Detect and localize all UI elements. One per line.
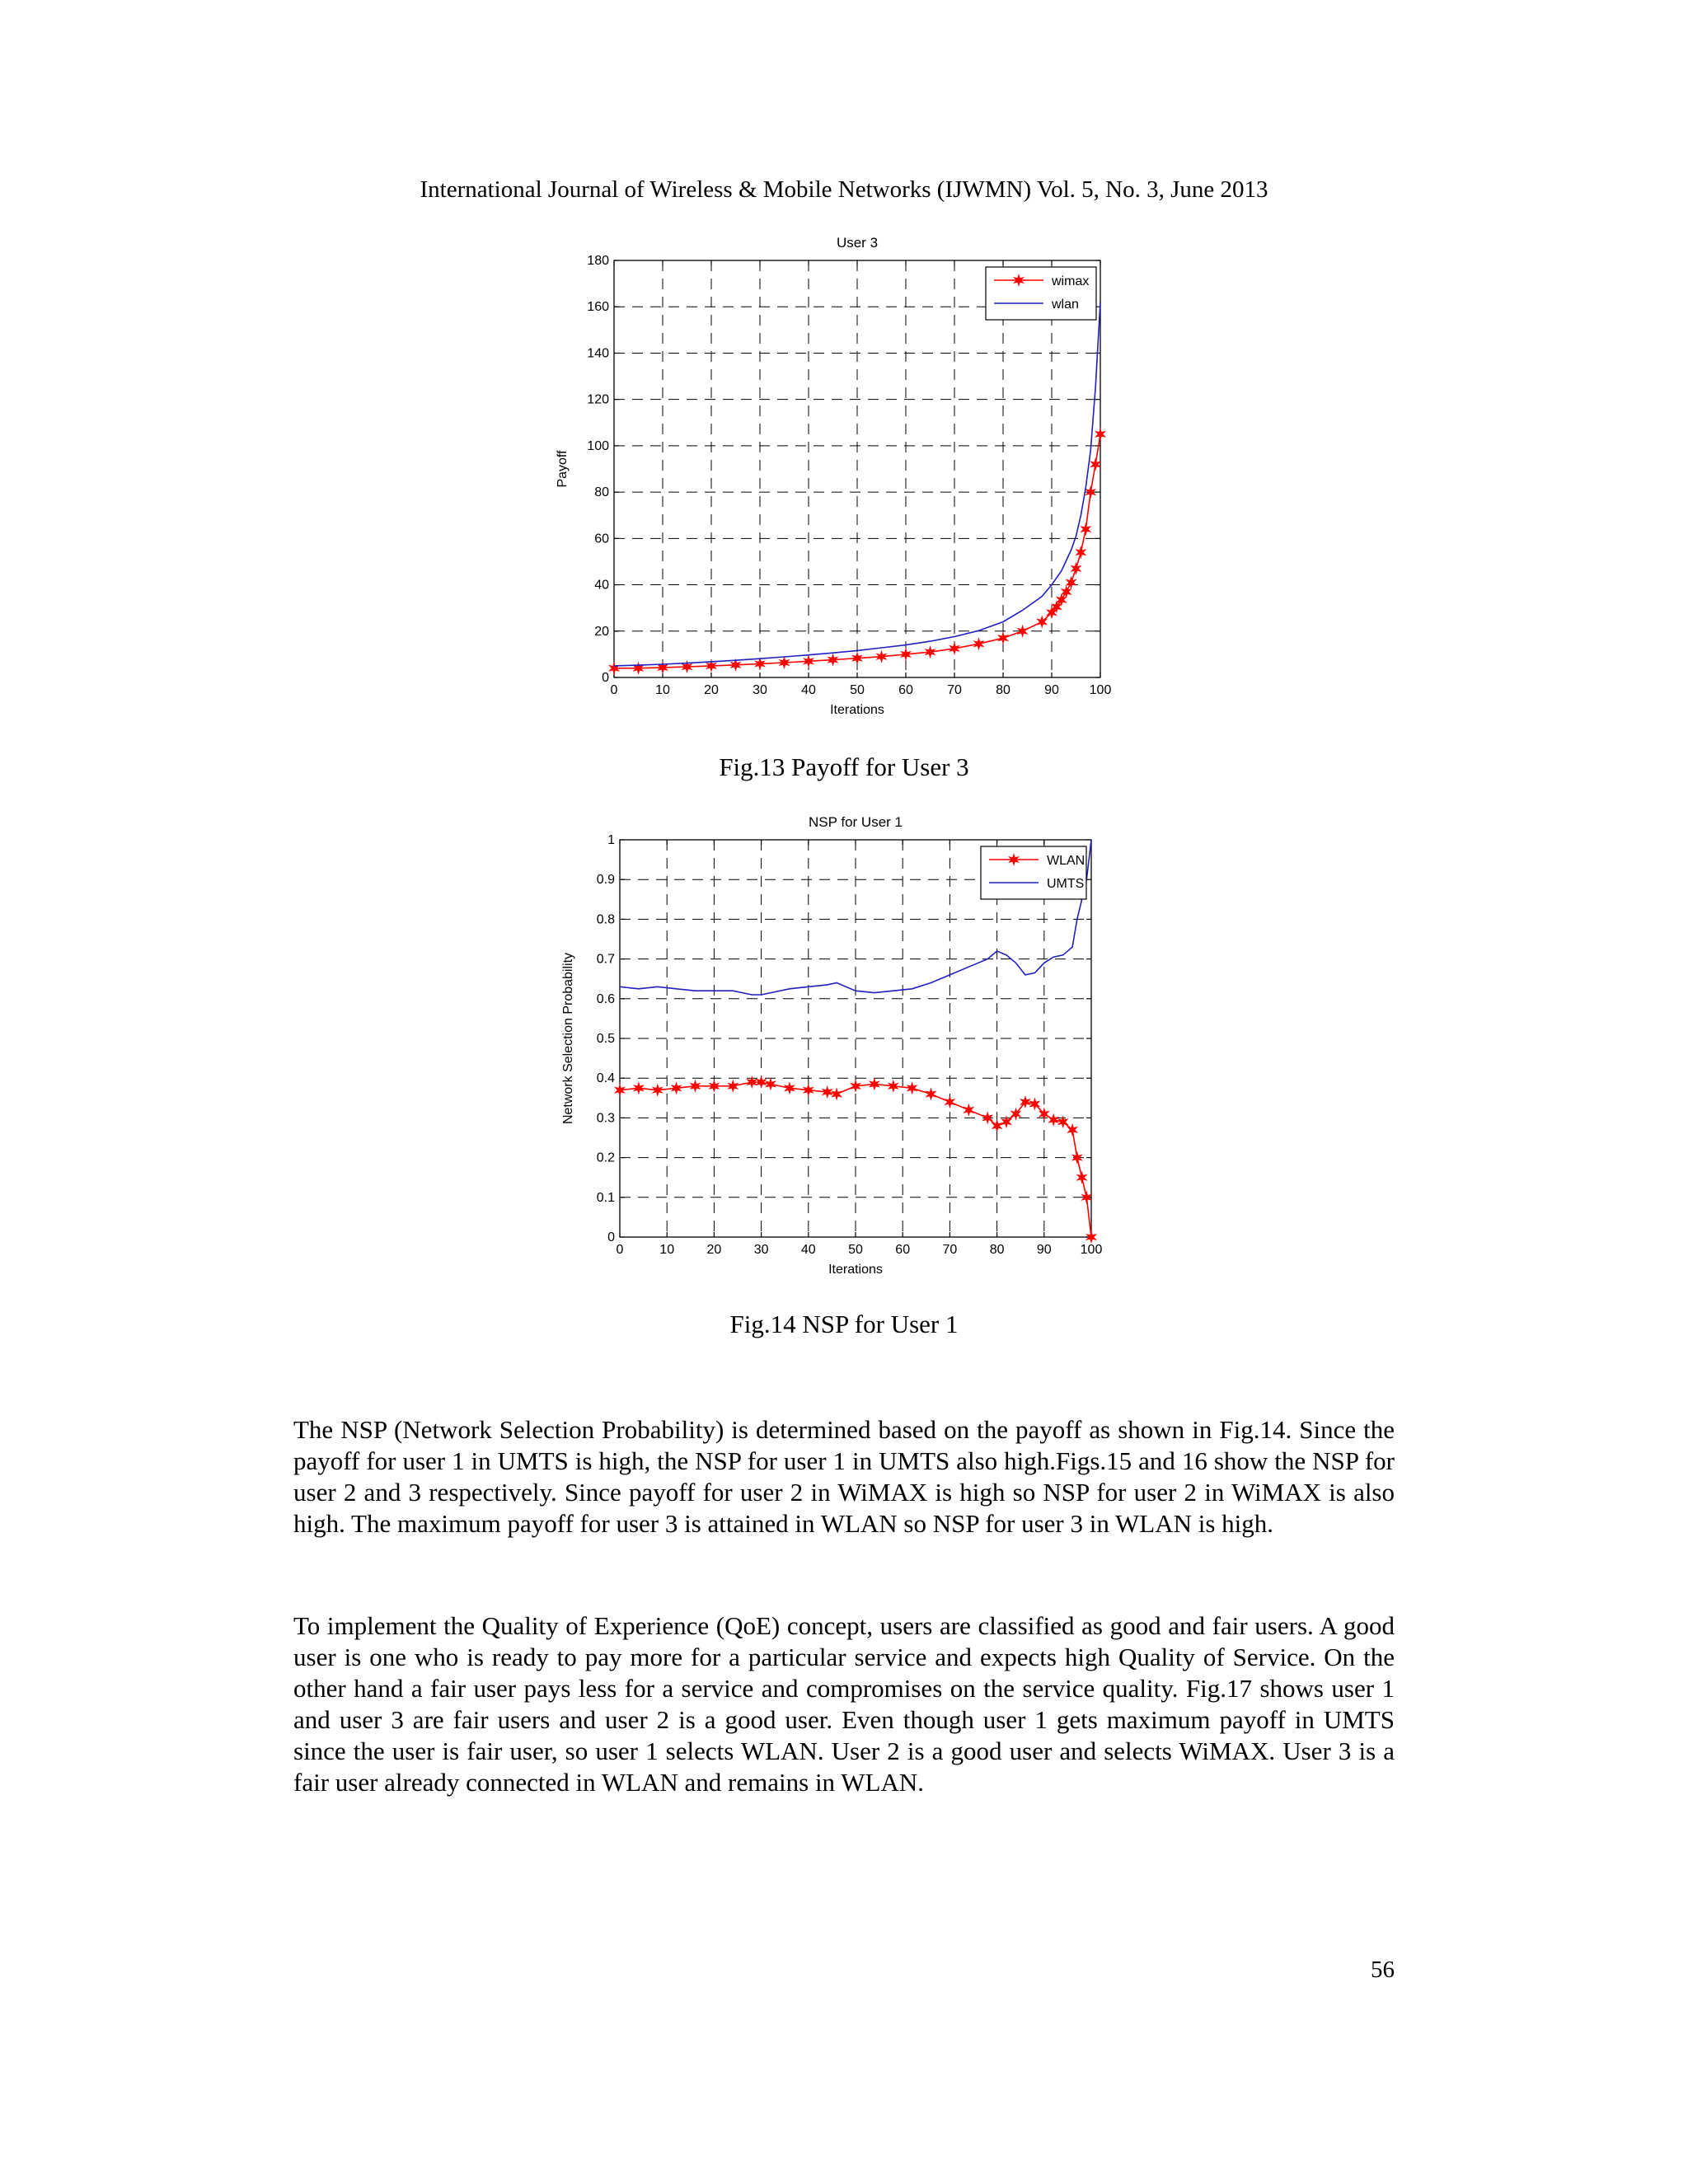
x-tick-label: 20: [704, 683, 719, 697]
y-tick-label: 40: [594, 578, 609, 593]
y-tick-label: 160: [587, 300, 609, 315]
x-axis-label: Iterations: [828, 1263, 883, 1277]
data-point: [1067, 1124, 1077, 1136]
y-tick-label: 0: [607, 1230, 615, 1244]
x-tick-label: 80: [996, 683, 1010, 697]
chart-title: User 3: [836, 235, 879, 251]
data-point: [1090, 458, 1100, 470]
y-tick-label: 0.5: [596, 1032, 615, 1046]
x-tick-label: 40: [801, 683, 816, 697]
data-point: [1071, 563, 1081, 574]
body-paragraph-1: The NSP (Network Selection Probability) is determined based on the payoff as shown in Fig.14. Since the payoff for user 1 in UMTS is high, the NSP for user 1 in UMTS also high.Figs.15 and 16 show the NSP for user 2 and 3 respectively. Since payoff for user 2 in WiMAX is high so NSP for user 2 in WiMAX is also high. The maximum payoff for user 3 is attained in WLAN so NSP for user 3 in WLAN is high.: [293, 1415, 1395, 1538]
figure-14-caption: Fig.14 NSP for User 1: [729, 1310, 959, 1338]
data-point: [1062, 586, 1071, 598]
chart-title: NSP for User 1: [808, 814, 903, 830]
data-point: [1095, 429, 1105, 440]
y-tick-label: 20: [594, 624, 609, 639]
legend-label-wlan: wlan: [1052, 298, 1079, 312]
legend: [981, 846, 1086, 899]
y-tick-label: 180: [587, 254, 609, 268]
y-tick-label: 120: [587, 392, 609, 407]
x-tick-label: 0: [610, 683, 618, 697]
y-tick-label: 0.4: [596, 1071, 615, 1086]
y-tick-label: 100: [587, 438, 609, 453]
x-tick-label: 50: [848, 1243, 863, 1257]
data-point: [1081, 523, 1090, 535]
x-tick-label: 90: [1036, 1243, 1052, 1257]
y-tick-label: 0.7: [596, 952, 615, 967]
y-tick-label: 80: [594, 485, 609, 500]
legend-label-wlan: WLAN: [1047, 854, 1085, 868]
data-point: [832, 1089, 842, 1100]
journal-header: International Journal of Wireless & Mobile Networks (IJWMN) Vol. 5, No. 3, June 2013: [420, 176, 1268, 203]
x-axis-label: Iterations: [830, 703, 884, 717]
x-tick-label: 0: [616, 1243, 624, 1257]
y-tick-label: 0.2: [596, 1151, 615, 1165]
x-tick-label: 90: [1044, 683, 1059, 697]
data-point: [973, 638, 983, 649]
y-tick-label: 0.9: [596, 873, 615, 888]
body-paragraph-2: To implement the Quality of Experience (QoE) concept, users are classified as good and fair users. A good user is one who is ready to pay more for a particular service and expects high Quality of Service. On the other hand a fair user pays less for a service and compromises on the service quality. Fig.17 shows user 1 and user 3 are fair users and user 2 is a good user. Even though user 1 gets maximum payoff in UMTS since the user is fair user, so user 1 selects WLAN. User 2 is a good user and selects WiMAX. User 3 is a fair user already connected in WLAN and remains in WLAN.: [293, 1611, 1395, 1797]
x-tick-label: 10: [655, 683, 670, 697]
y-tick-label: 0.6: [596, 991, 615, 1006]
x-tick-label: 20: [706, 1243, 722, 1257]
x-tick-label: 80: [989, 1243, 1005, 1257]
x-tick-label: 30: [753, 683, 767, 697]
figure-13-caption: Fig.13 Payoff for User 3: [719, 752, 969, 781]
x-tick-label: 30: [753, 1243, 769, 1257]
y-tick-label: 1: [607, 833, 615, 847]
figure-14: [0, 809, 1688, 1287]
series-line-wlan: [620, 1082, 1091, 1237]
data-point: [992, 1120, 1002, 1132]
x-tick-label: 10: [659, 1243, 675, 1257]
figure-13: [0, 229, 1688, 733]
y-tick-label: 0: [602, 671, 609, 685]
payoff-user3-chart: [0, 229, 1688, 733]
legend-label-wimax: wimax: [1052, 274, 1090, 288]
legend-label-umts: UMTS: [1047, 877, 1085, 891]
data-point: [926, 1089, 936, 1100]
data-point: [1077, 1172, 1087, 1183]
data-point: [766, 1078, 776, 1090]
x-tick-label: 70: [947, 683, 962, 697]
y-tick-label: 0.8: [596, 912, 615, 927]
x-tick-label: 40: [800, 1243, 816, 1257]
x-tick-label: 60: [895, 1243, 911, 1257]
y-tick-label: 0.3: [596, 1111, 615, 1126]
y-axis-label: Payoff: [556, 450, 570, 488]
page-number: 56: [1371, 1957, 1395, 1983]
y-tick-label: 0.1: [596, 1190, 615, 1205]
data-point: [945, 1096, 954, 1108]
x-tick-label: 100: [1080, 1243, 1103, 1257]
data-point: [1048, 1114, 1058, 1126]
y-tick-label: 60: [594, 532, 609, 546]
data-point: [998, 632, 1008, 644]
data-point: [964, 1104, 973, 1116]
nsp-user1-chart: [0, 809, 1688, 1287]
y-axis-label: Network Selection Probability: [561, 952, 575, 1125]
legend: [986, 267, 1096, 320]
x-tick-label: 50: [850, 683, 865, 697]
x-tick-label: 60: [898, 683, 913, 697]
data-point: [1076, 546, 1085, 558]
y-tick-label: 140: [587, 346, 609, 361]
x-tick-label: 100: [1089, 683, 1112, 697]
x-tick-label: 70: [942, 1243, 958, 1257]
data-point: [1067, 577, 1076, 588]
